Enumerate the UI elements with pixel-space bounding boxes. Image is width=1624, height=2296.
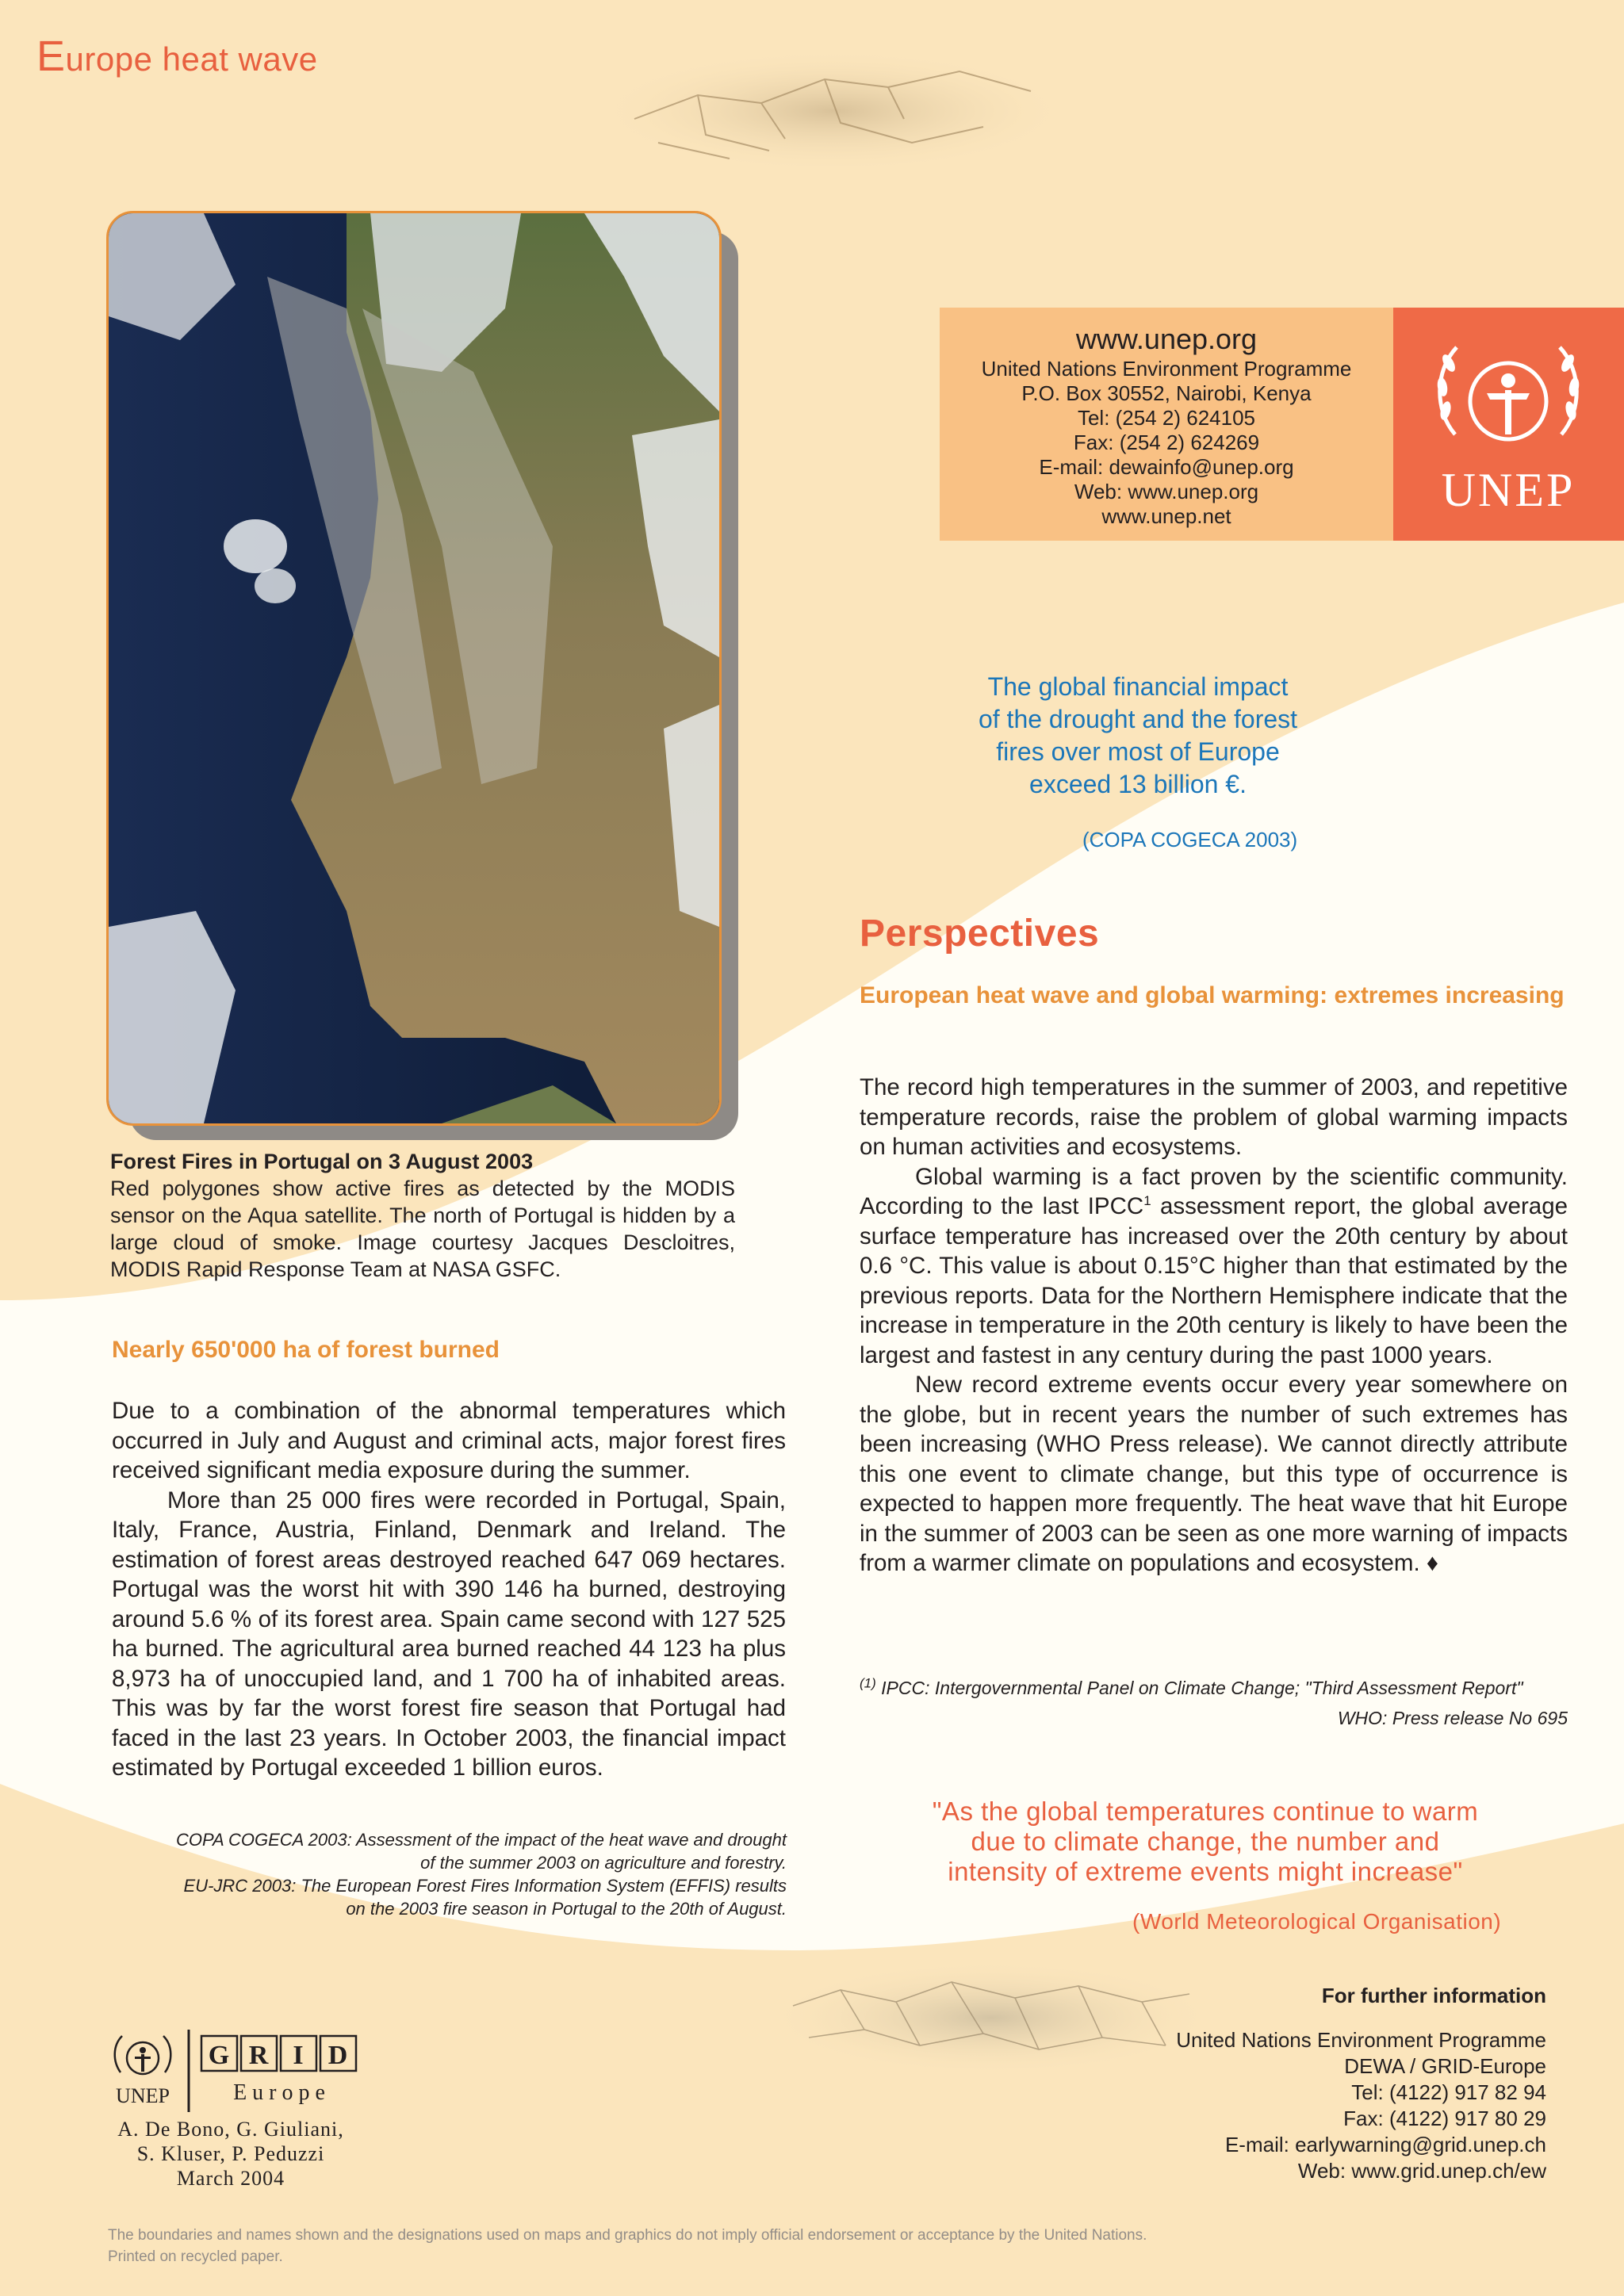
paragraph: New record extreme events occur every year somewhere on the globe, but in recent years the number of such extremes has been increasing (WHO Press release). We cannot directly attribute this one event to climate change, but this type of occurrence is expected to happen more frequently. The heat wave that hit Europe in the summer of 2003 can be seen as one more warning of impacts from a warmer climate on populations and ecosystem. ♦ xyxy=(860,1372,1568,1576)
unep-grid-europe-logo xyxy=(106,2026,376,2114)
contact-line[interactable]: www.unep.net xyxy=(1101,504,1231,528)
further-info-title: For further information xyxy=(1321,1984,1546,2007)
contact-line[interactable]: Web: www.unep.org xyxy=(1074,480,1259,503)
unep-contact-box xyxy=(940,308,1393,541)
date-line: March 2004 xyxy=(176,2167,285,2190)
disclaimer-line: The boundaries and names shown and the designations used on maps and graphics do not imply official endorsement or acceptance by the United Nations. xyxy=(108,2227,1147,2244)
cracked-earth-image xyxy=(587,48,1078,174)
unep-logo xyxy=(1393,308,1624,541)
impact-line: The global financial impact xyxy=(987,672,1289,701)
wmo-quote xyxy=(880,1797,1530,1887)
caption-text: Red polygones show active fires as detected by the MODIS sensor on the Aqua satellite. The north of Portugal is hidden by a large cloud of smoke. Image courtesy Jacques Descloitres, MODIS Rapid Response Team at NASA GSFC. xyxy=(110,1177,735,1281)
references xyxy=(111,1828,787,1920)
unep-logo-text: UNEP xyxy=(1441,464,1576,516)
contact-line: Tel: (4122) 917 82 94 xyxy=(1351,2080,1546,2104)
author-line: A. De Bono, G. Giuliani, xyxy=(117,2118,344,2141)
grid-letter: I xyxy=(293,2041,304,2070)
disclaimer xyxy=(108,2225,1377,2267)
contact-line[interactable]: Web: www.grid.unep.ch/ew xyxy=(1297,2159,1546,2183)
footnote-ipcc: $^{(1)}$ IPCC: Intergovernmental Panel on Climate Change; "Third Assessment Report" xyxy=(860,1675,1523,1698)
impact-line: fires over most of Europe xyxy=(996,737,1280,766)
perspectives-body xyxy=(860,1073,1568,1578)
contact-line: Tel: (254 2) 624105 xyxy=(1077,406,1256,430)
impact-line: exceed 13 billion €. xyxy=(1029,770,1247,798)
grid-letter: G xyxy=(208,2041,230,2070)
contact-line: DEWA / GRID-Europe xyxy=(1344,2054,1546,2078)
contact-line: P.O. Box 30552, Nairobi, Kenya xyxy=(1021,381,1312,405)
quote-line: "As the global temperatures continue to warm xyxy=(932,1797,1479,1826)
contact-line[interactable]: E-mail: dewainfo@unep.org xyxy=(1039,455,1294,479)
contact-line: Fax: (4122) 917 80 29 xyxy=(1343,2107,1546,2130)
impact-source: (COPA COGECA 2003) xyxy=(1082,828,1298,851)
grid-letter: D xyxy=(327,2041,348,2070)
reference-line: COPA COGECA 2003: Assessment of the impact of the heat wave and drought xyxy=(176,1830,787,1850)
europe-wordmark: E u r o p e xyxy=(233,2080,325,2105)
paragraph: Due to a combination of the abnormal temperatures which occurred in July and August and criminal acts, major forest fires received significant media exposure during the summer. xyxy=(112,1398,786,1483)
reference-line: EU-JRC 2003: The European Forest Fires Information System (EFFIS) results xyxy=(183,1876,787,1896)
financial-impact-callout xyxy=(936,671,1340,801)
author-line: S. Kluser, P. Peduzzi xyxy=(136,2142,325,2165)
footnote-marker: 1 xyxy=(1143,1193,1151,1209)
quote-line: intensity of extreme events might increase" xyxy=(948,1857,1463,1886)
caption-title: Forest Fires in Portugal on 3 August 2003 xyxy=(110,1150,534,1173)
contact-line[interactable]: E-mail: earlywarning@grid.unep.ch xyxy=(1224,2133,1546,2156)
paragraph: More than 25 000 fires were recorded in Portugal, Spain, Italy, France, Austria, Finland, Denmark and Ireland. The estimation of forest areas destroyed reached 647 069 hectares. Portugal was the worst hit with 390 146 ha burned, destroying around 5.6 % of its forest area. Spain came second with 127 525 ha burned. The agricultural area burned reached 44 123 ha plus 8,973 ha of unoccupied land, and 1 700 ha of inhabited areas. This was by far the worst forest fire season that Portugal had faced in the last 23 years. In October 2003, the financial impact estimated by Portugal exceeded 1 billion euros. xyxy=(112,1487,786,1781)
paragraph: Global warming is a fact proven by the scientific community. According to the last IPCC$^1$ assessment report, the global average surface temperature has increased over the 20th century by about 0.6 °C. This value is about 0.15°C higher than that estimated by the previous reports. Data for the Northern Hemisphere indicate that the increase in temperature in the 20th century is likely to have been the largest and fastest in any century during the past 1000 years. xyxy=(860,1163,1568,1368)
satellite-image-portugal xyxy=(106,211,722,1126)
page-title: Europe heat wave xyxy=(36,33,318,80)
perspectives-subtitle: European heat wave and global warming: extremes increasing xyxy=(860,982,1565,1008)
authors xyxy=(87,2117,374,2191)
quote-line: due to climate change, the number and xyxy=(971,1827,1440,1856)
impact-line: of the drought and the forest xyxy=(978,705,1298,733)
unep-url[interactable]: www.unep.org xyxy=(1075,323,1258,355)
footnotes xyxy=(860,1673,1568,1733)
unep-wordmark: UNEP xyxy=(116,2084,170,2107)
paragraph: The record high temperatures in the summer of 2003, and repetitive temperature records, raise the problem of global warming impacts on human activities and ecosystems. xyxy=(860,1074,1568,1160)
forest-burned-heading: Nearly 650'000 ha of forest burned xyxy=(112,1337,500,1363)
contact-line: United Nations Environment Programme xyxy=(1176,2028,1546,2052)
satellite-caption xyxy=(110,1148,735,1283)
forest-fires-body xyxy=(112,1396,786,1783)
perspectives-title: Perspectives xyxy=(860,913,1100,955)
contact-line: Fax: (254 2) 624269 xyxy=(1073,430,1260,454)
contact-line: United Nations Environment Programme xyxy=(981,357,1352,381)
footnote-who: WHO: Press release No 695 xyxy=(1337,1708,1568,1728)
reference-line: of the summer 2003 on agriculture and forestry. xyxy=(420,1853,787,1873)
recycled-paper-note: Printed on recycled paper. xyxy=(108,2248,283,2265)
quote-source: (World Meteorological Organisation) xyxy=(1132,1909,1502,1934)
further-information xyxy=(1094,1984,1546,2184)
grid-letter: R xyxy=(248,2041,269,2070)
reference-line: on the 2003 fire season in Portugal to the 20th of August. xyxy=(346,1899,787,1919)
